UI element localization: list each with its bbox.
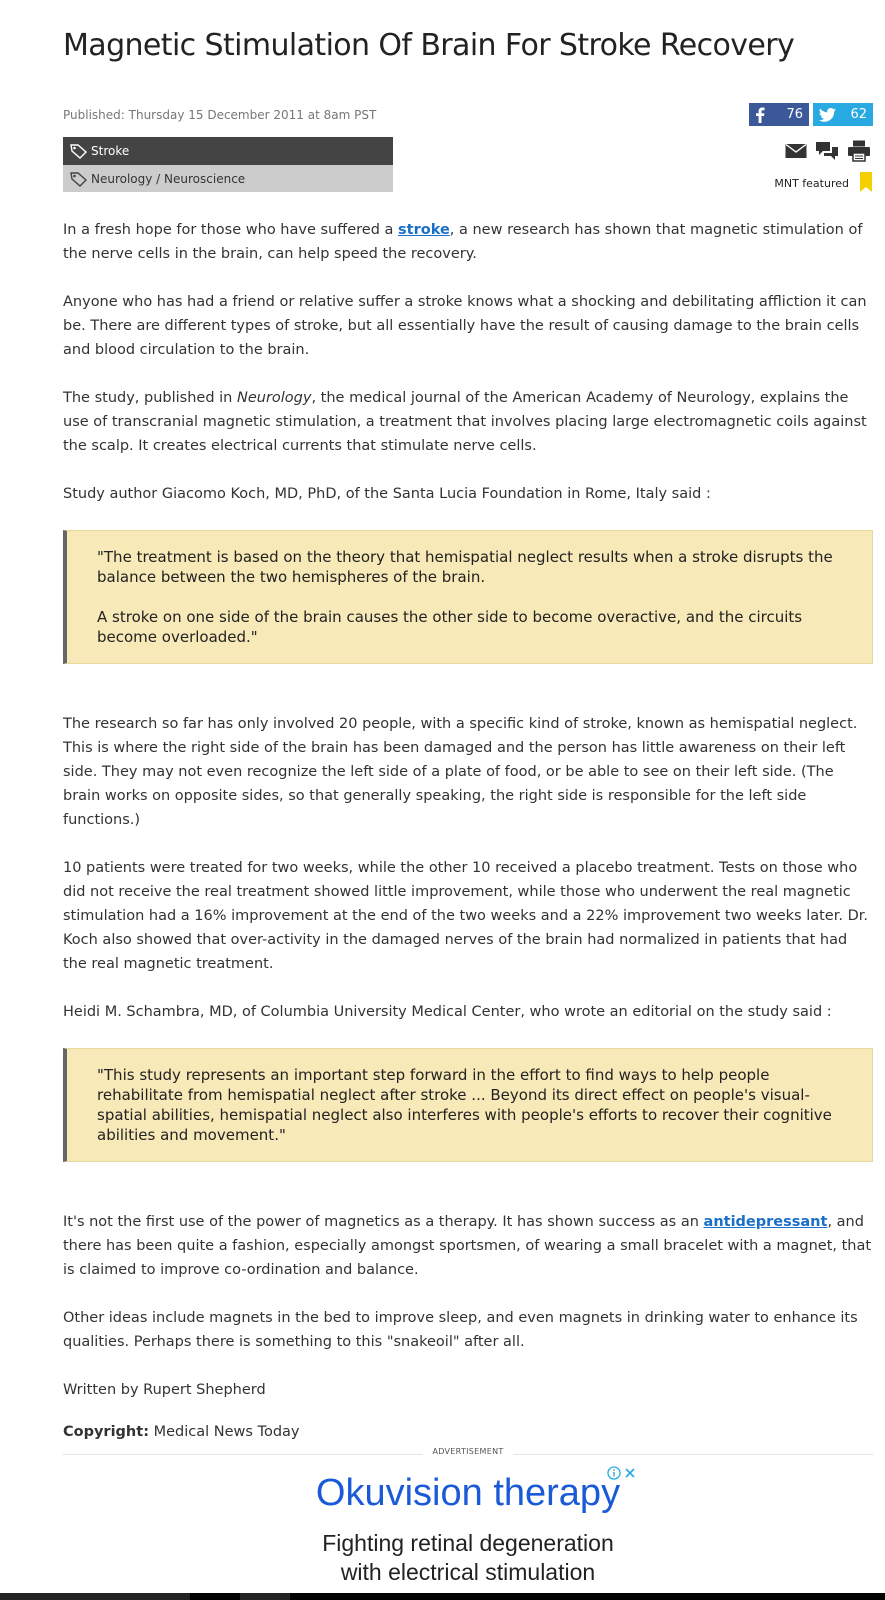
paragraph-4: Study author Giacomo Koch, MD, PhD, of the Santa Lucia Foundation in Rome, Italy said :	[63, 486, 711, 502]
paragraph-2: Anyone who has had a friend or relative suffer a stroke knows what a shocking and debilitating affliction it can be. There are different types of stroke, but all essentially have the result of causing damage to the brain cells and blood circulation to the brain.	[63, 294, 867, 358]
quote-text: A stroke on one side of the brain causes the other side to become overactive, and the circuits become overloaded."	[97, 608, 803, 646]
tag-icon	[69, 171, 89, 187]
paragraph-8: It's not the first use of the power of magnetics as a therapy. It has shown success as an antidepressant, and there has been quite a fashion, especially amongst sportsmen, of wearing a small bracelet with a magnet, that is claimed to improve co-ordination and balance.	[63, 1214, 872, 1278]
tag-neurology[interactable]	[63, 165, 393, 192]
paragraph-6: 10 patients were treated for two weeks, while the other 10 received a placebo treatment. Tests on those who did not receive the real treatment showed little improvement, while those who underwent the real magnetic stimulation had a 16% improvement at the end of the two weeks and a 22% improvement two weeks later. Dr. Koch also showed that over-activity in the damaged nerves of the brain had normalized in patients that had the real magnetic treatment.	[63, 860, 868, 972]
social-share-bar	[749, 103, 873, 126]
bottom-bar-segment	[190, 1593, 240, 1600]
tag-label: Stroke	[91, 144, 130, 158]
facebook-share-button[interactable]	[749, 103, 809, 126]
facebook-icon	[755, 107, 765, 123]
article-title: Magnetic Stimulation Of Brain For Stroke Recovery	[63, 28, 795, 63]
paragraph-7: Heidi M. Schambra, MD, of Columbia University Medical Center, who wrote an editorial on the study said :	[63, 1004, 832, 1020]
quote-text: "This study represents an important step forward in the effort to find ways to help people rehabilitate from hemispatial neglect after stroke ... Beyond its direct effect on people's visual-spatial abilities, hemispatial neglect also interferes with people's efforts to recover their cognitive abilities and movement."	[97, 1066, 832, 1144]
comments-icon[interactable]	[815, 141, 839, 161]
blockquote-koch	[63, 530, 873, 664]
mnt-featured	[774, 172, 873, 195]
journal-name: Neurology	[236, 390, 312, 406]
twitter-icon	[819, 108, 836, 122]
paragraph-3: The study, published in Neurology, the medical journal of the American Academy of Neurology, explains the use of transcranial magnetic stimulation, a treatment that involves placing large electromagnetic coils against the scalp. It creates electrical currents that stimulate nerve cells.	[63, 390, 867, 454]
paragraph-1: In a fresh hope for those who have suffered a stroke, a new research has shown that magnetic stimulation of the nerve cells in the brain, can help speed the recovery.	[63, 222, 863, 262]
email-icon[interactable]	[785, 143, 807, 159]
author-line: Written by Rupert Shepherd	[63, 1382, 266, 1398]
advertisement[interactable]	[63, 1447, 873, 1585]
ad-divider	[63, 1447, 873, 1461]
featured-label: MNT featured	[774, 177, 849, 190]
twitter-share-button[interactable]	[813, 103, 873, 126]
bottom-bar-segment	[290, 1593, 885, 1600]
article-body	[63, 218, 873, 1468]
published-date: Published: Thursday 15 December 2011 at 8am PST	[63, 108, 377, 122]
copyright-line: Copyright: Medical News Today	[63, 1424, 300, 1440]
ad-label: ADVERTISEMENT	[422, 1447, 513, 1456]
bookmark-icon[interactable]	[859, 172, 873, 195]
stroke-link[interactable]: stroke	[398, 222, 450, 238]
bottom-bar	[0, 1593, 885, 1600]
article-tools	[785, 140, 871, 162]
blockquote-schambra	[63, 1048, 873, 1162]
paragraph-5: The research so far has only involved 20 people, with a specific kind of stroke, known as hemispatial neglect. This is where the right side of the brain has been damaged and the person has little awareness on their left side. They may not even recognize the left side of a plate of food, or be able to see on their left side. (The brain works on opposite sides, so that generally speaking, the right side is responsible for the left side functions.)	[63, 716, 858, 828]
facebook-count: 76	[786, 107, 803, 122]
tag-stroke[interactable]	[63, 137, 393, 165]
paragraph-9: Other ideas include magnets in the bed to improve sleep, and even magnets in drinking water to enhance its qualities. Perhaps there is something to this "snakeoil" after all.	[63, 1310, 858, 1350]
quote-text: "The treatment is based on the theory that hemispatial neglect results when a stroke disrupts the balance between the two hemispheres of the brain.	[97, 548, 833, 586]
print-icon[interactable]	[847, 140, 871, 162]
antidepressant-link[interactable]: antidepressant	[703, 1214, 828, 1230]
twitter-count: 62	[850, 107, 867, 122]
tag-icon	[69, 143, 89, 159]
tag-label: Neurology / Neuroscience	[91, 171, 246, 186]
ad-text: Fighting retinal degeneration with electrical stimulation	[322, 1530, 614, 1585]
ad-headline[interactable]: Okuvision therapy	[315, 1472, 621, 1514]
